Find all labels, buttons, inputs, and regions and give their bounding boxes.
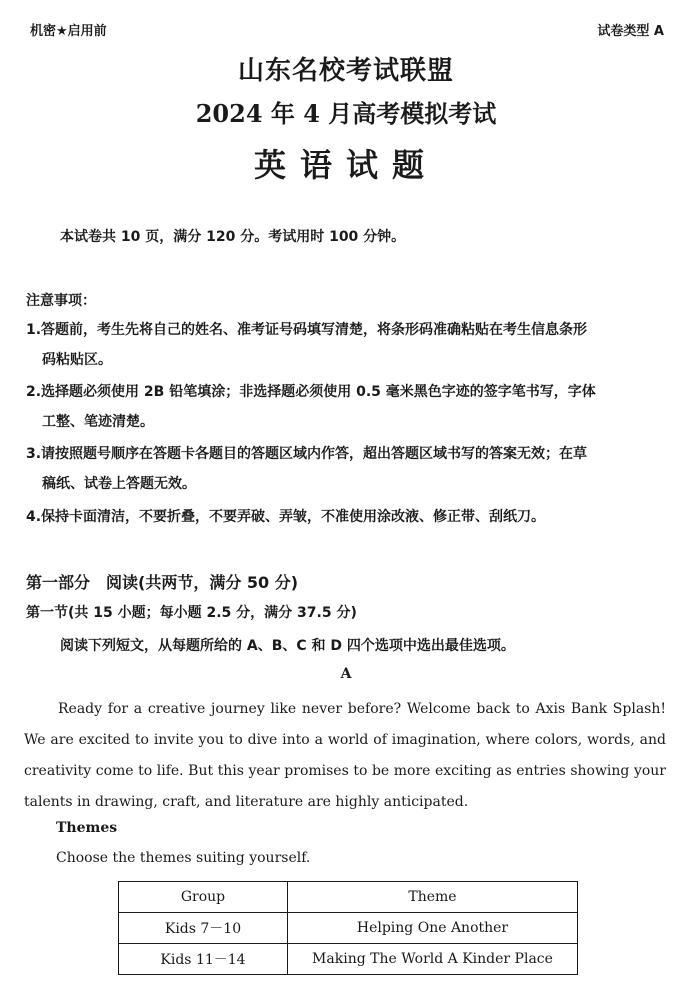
exam-alliance-title: 山东名校考试联盟 [237, 56, 454, 86]
notice-item-text: 4.保持卡面清洁，不要折叠，不要弄破、弄皱，不准使用涂改液、修正带、刮纸刀。 [26, 509, 546, 525]
notice-item-continuation: 稿纸、试卷上答题无效。 [42, 476, 196, 492]
theme-cell: Helping One Another [288, 913, 578, 944]
theme-cell: Making The World A Kinder Place [288, 944, 578, 975]
notice-item-2 [26, 377, 670, 437]
subject-title: 英语试题 [253, 146, 438, 184]
confidential-label: 机密★启用前 [30, 24, 107, 39]
part-one-title: 第一部分 阅读(共两节，满分 50 分) [26, 573, 299, 592]
notice-item-continuation: 工整、笔迹清楚。 [42, 414, 154, 430]
passage-label: A [340, 666, 352, 682]
table-row [119, 944, 578, 975]
column-header-theme: Theme [288, 882, 578, 913]
section-one-title: 第一节(共 15 小题；每小题 2.5 分，满分 37.5 分) [26, 605, 357, 621]
exam-date-title: 2024 年 4 月高考模拟考试 [195, 99, 497, 128]
group-cell: Kids 11－14 [119, 944, 288, 975]
notice-item-3 [26, 439, 670, 499]
notice-item-4 [26, 502, 670, 532]
themes-heading: Themes [56, 820, 118, 836]
passage-paragraph: Ready for a creative journey like never before? Welcome back to Axis Bank Splash! We are excited to invite you to dive into a world of imagination, where colors, words, and creativity come to life. But this year promises to be more exciting as entries showing your talents in drawing, craft, and literature are highly anticipated. [24, 701, 666, 810]
notice-item-continuation: 码粘贴区。 [42, 352, 112, 368]
notice-heading: 注意事项： [26, 293, 96, 309]
themes-intro: Choose the themes suiting yourself. [56, 850, 311, 866]
table-row [119, 913, 578, 944]
column-header-group: Group [119, 882, 288, 913]
themes-table [118, 881, 578, 975]
notice-item-text: 2.选择题必须使用 2B 铅笔填涂；非选择题必须使用 0.5 毫米黑色字迹的签字笔书写，字体 [26, 384, 596, 400]
table-header-row [119, 882, 578, 913]
exam-info: 本试卷共 10 页，满分 120 分。考试用时 100 分钟。 [60, 229, 406, 245]
paper-type-label: 试卷类型 A [597, 24, 664, 39]
reading-instruction: 阅读下列短文，从每题所给的 A、B、C 和 D 四个选项中选出最佳选项。 [60, 638, 515, 654]
group-cell: Kids 7－10 [119, 913, 288, 944]
notice-item-1 [26, 315, 670, 375]
notice-item-text: 1.答题前，考生先将自己的姓名、准考证号码填写清楚，将条形码准确粘贴在考生信息条形 [26, 322, 588, 338]
notice-item-text: 3.请按照题号顺序在答题卡各题目的答题区域内作答，超出答题区域书写的答案无效；在草 [26, 446, 588, 462]
